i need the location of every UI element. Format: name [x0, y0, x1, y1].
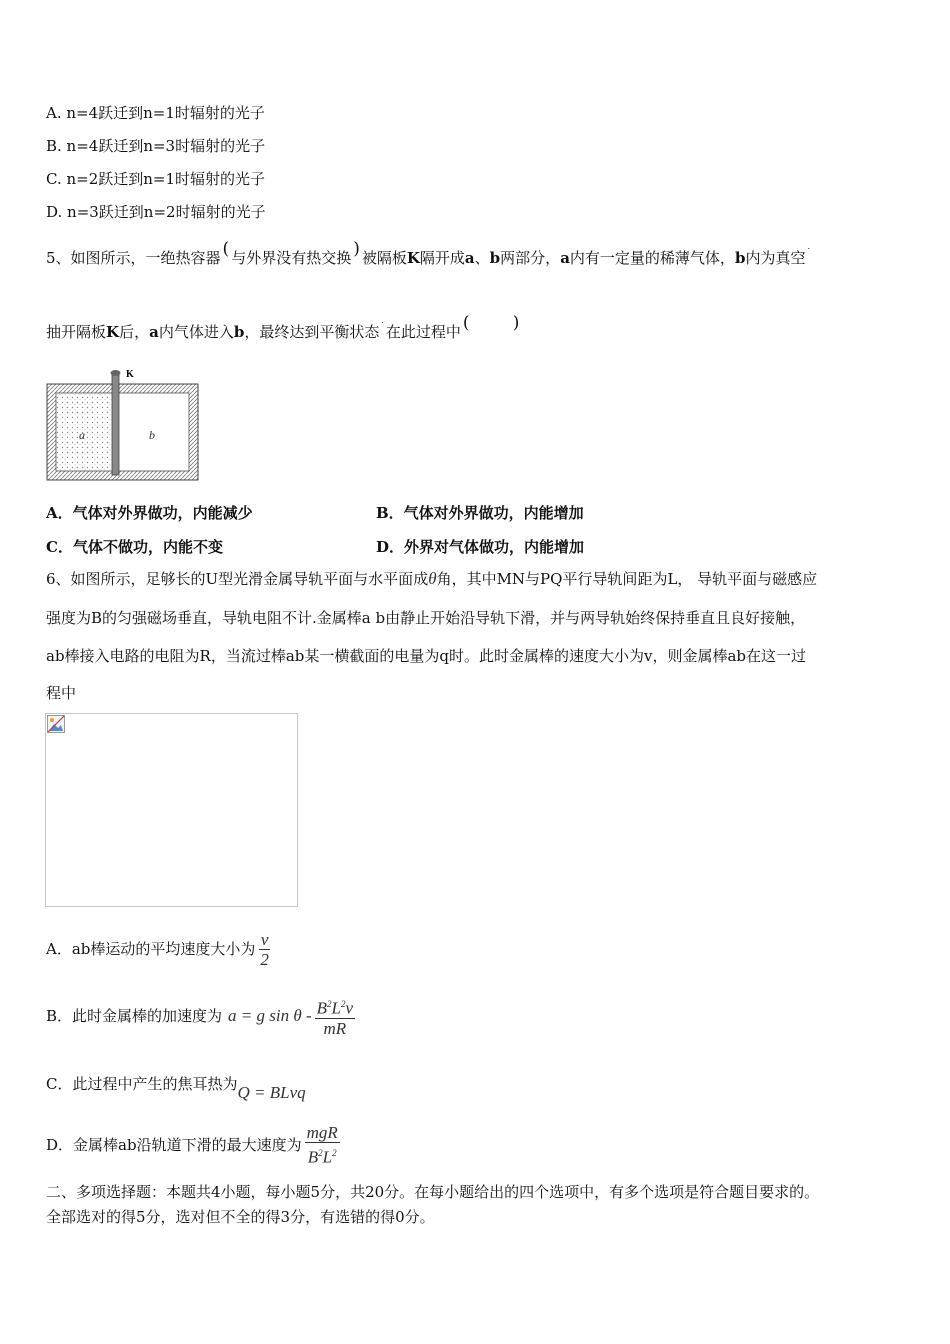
q6-stem-line1 [46, 569, 817, 589]
q6-stem-line2: 强度为B的匀强磁场垂直，导轨电阻不计.金属棒a b由静止开始沿导轨下滑，并与两导轨始终保持垂直且良好接触， [46, 609, 806, 627]
q6-theta: θ [428, 569, 437, 588]
q5-text: 内有一定量的稀薄气体， [569, 249, 735, 267]
q6-option-b-lhs: a = g sin θ - [228, 1006, 312, 1025]
q5-var-b: b [734, 249, 746, 267]
q5-paren: ( [222, 239, 230, 259]
fraction-numerator: v [260, 929, 269, 949]
q6-option-d-text: D．金属棒ab沿轨道下滑的最大速度为 [46, 1136, 302, 1154]
q5-text: 内气体进入 [158, 323, 234, 341]
q5-text: 被隔板 [361, 249, 407, 267]
q5-option-b: B．气体对外界做功，内能增加 [376, 504, 584, 522]
q5-text: 抽开隔板 [46, 323, 107, 341]
q5-dot: ˙ [380, 322, 385, 332]
q5-text: 与外界没有热交换 [231, 249, 352, 267]
q4-option-c: C. n=2跃迁到n=1时辐射的光子 [46, 170, 266, 188]
q5-text: ，最终达到平衡状态 [244, 323, 380, 341]
q4-option-b: B. n=4跃迁到n=3时辐射的光子 [46, 137, 266, 155]
broken-image-icon [47, 715, 65, 733]
q6-text: 角，其中MN与PQ平行导轨间距为L， 导轨平面与磁感应 [436, 570, 818, 588]
math-exponent: 2 [318, 1148, 323, 1159]
q5-var-a: a [560, 249, 570, 267]
q6-option-b-fraction [315, 995, 355, 1039]
math-exponent: 2 [340, 999, 346, 1010]
q6-option-c-expr: Q = BLvq [237, 1083, 306, 1102]
q6-option-b-text: B．此时金属棒的加速度为 [46, 1007, 223, 1025]
q5-var-a: a [149, 323, 159, 341]
q5-answer-blank: ( ) [462, 313, 520, 333]
q6-option-d-fraction [305, 1124, 340, 1168]
section-2-heading-line1: 二、多项选择题：本题共4小题，每小题5分，共20分。在每小题给出的四个选项中，有多个选项是符合题目要求的。 [46, 1183, 820, 1201]
q4-option-d: D. n=3跃迁到n=2时辐射的光子 [46, 203, 266, 221]
q5-text: 在此过程中 [385, 323, 461, 341]
math-var: L [322, 1147, 333, 1167]
math-var: v [345, 998, 354, 1018]
q5-var-b: b [233, 323, 245, 341]
q5-dot: ˙ [806, 248, 811, 258]
q5-paren: ) [353, 239, 360, 259]
q6-stem-line4: 程中 [46, 684, 77, 702]
math-exponent: 2 [327, 999, 332, 1010]
math-var: L [331, 998, 341, 1018]
q5-var-a: a [464, 249, 475, 267]
q6-option-c-text: C．此过程中产生的焦耳热为 [46, 1075, 238, 1093]
q5-text: 隔开成 [419, 249, 465, 267]
q5-text: 5、如图所示，一绝热容器 [46, 249, 221, 267]
q5-text: 后， [119, 323, 150, 341]
label-k: K [126, 369, 134, 380]
math-var: B [307, 1147, 319, 1167]
q6-stem-line3: ab棒接入电路的电阻为R，当流过棒ab某一横截面的电量为q时。此时金属棒的速度大小为v，则金属棒ab在这一过 [46, 647, 807, 665]
q5-option-c: C．气体不做功，内能不变 [46, 538, 223, 556]
fraction-denominator: mR [323, 1018, 347, 1038]
q6-option-b [46, 993, 358, 1039]
fraction-numerator [315, 995, 355, 1019]
q6-text: 6、如图所示，足够长的U型光滑金属导轨平面与水平面成 [46, 570, 429, 588]
math-var: B [316, 998, 327, 1018]
fraction-numerator: mgR [306, 1123, 338, 1143]
q6-option-d [46, 1122, 343, 1168]
q4-option-a: A. n=4跃迁到n=1时辐射的光子 [46, 104, 265, 122]
fraction-denominator: 2 [260, 949, 269, 969]
q5-stem-line1 [46, 239, 812, 271]
q6-figure-placeholder [45, 713, 298, 907]
q6-option-a-text: A．ab棒运动的平均速度大小为 [46, 940, 256, 958]
q5-container-figure [46, 366, 202, 482]
fraction-denominator [306, 1143, 339, 1168]
q5-text: 两部分， [500, 249, 561, 267]
q6-option-a-fraction [258, 931, 271, 970]
q6-option-c [46, 1064, 306, 1104]
math-exponent: 2 [332, 1148, 337, 1159]
q5-var-k: K [106, 323, 120, 341]
q5-stem-line2 [46, 313, 521, 345]
q5-var-k: K [406, 249, 420, 267]
label-b: b [149, 428, 155, 442]
q5-option-a: A．气体对外界做功，内能减少 [46, 504, 253, 522]
partition-handle [111, 370, 121, 376]
q5-var-b: b [489, 249, 501, 267]
q5-text: 内为真空 [745, 249, 806, 267]
label-a: a [79, 428, 85, 442]
q6-option-a [46, 926, 274, 972]
partition-k [112, 372, 119, 475]
q5-text: 、 [474, 249, 490, 267]
q5-option-d: D．外界对气体做功，内能增加 [376, 538, 585, 556]
section-2-heading-line2: 全部选对的得5分，选对但不全的得3分，有选错的得0分。 [46, 1208, 435, 1226]
